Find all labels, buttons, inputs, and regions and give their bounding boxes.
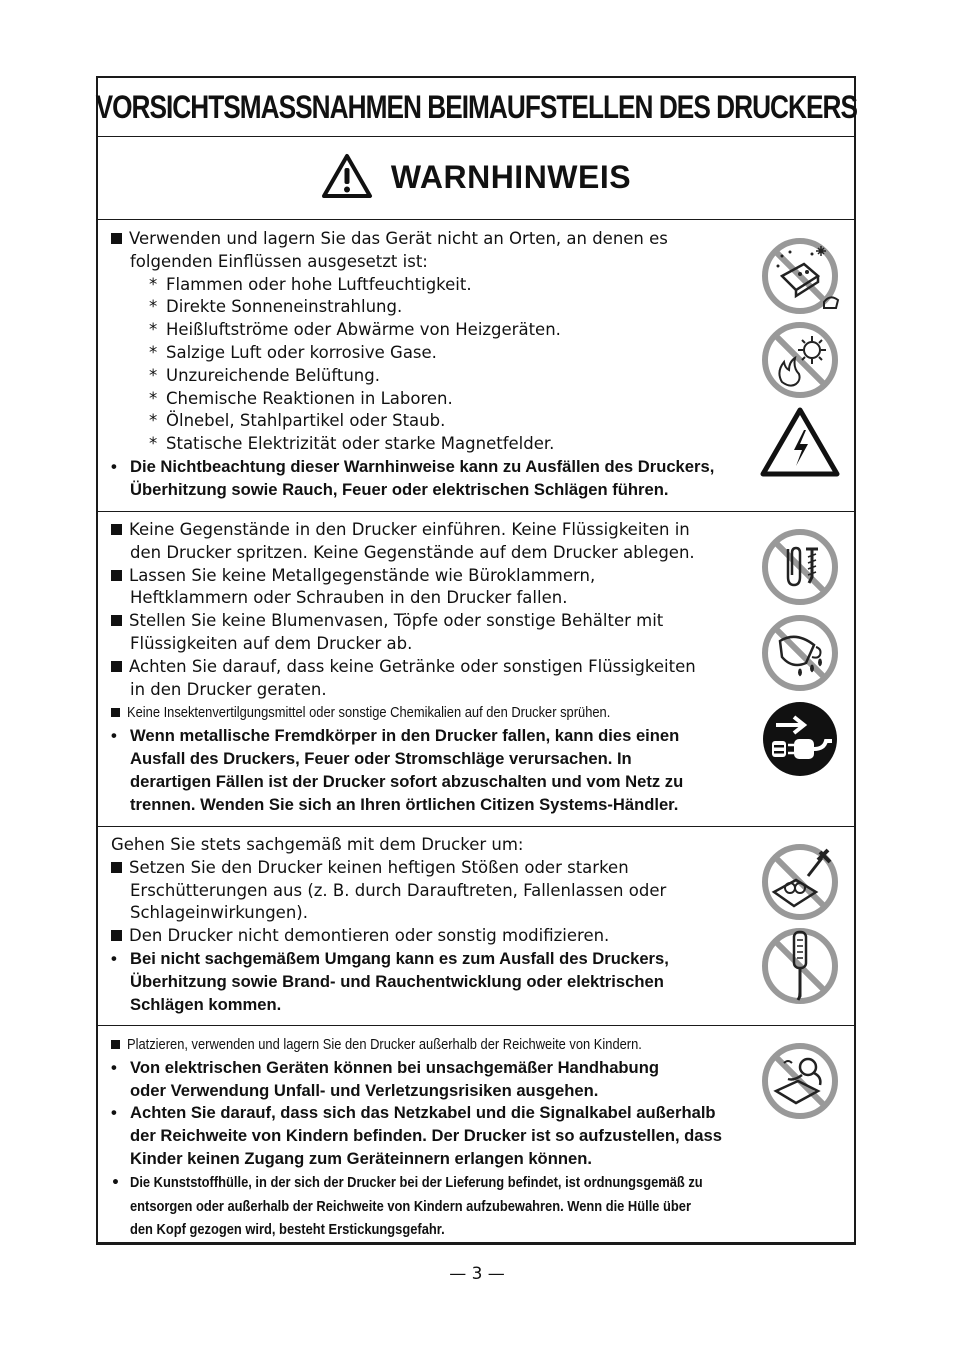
square-bullet-icon — [111, 862, 122, 873]
section-children — [98, 1025, 854, 1244]
text-line: Heftklammern oder Schrauben in den Drucker fallen. — [130, 588, 568, 608]
condition-text: Ölnebel, Stahlpartikel oder Staub. — [166, 411, 446, 431]
condition-item: * Direkte Sonneneinstrahlung. — [149, 297, 403, 317]
section-icons — [758, 527, 842, 779]
warning-text: entsorgen oder außerhalb der Reichweite von Kindern aufzubewahren. Wenn die Hülle über — [130, 1197, 692, 1215]
warning-text: Die Nichtbeachtung dieser Warnhinweise kann zu Ausfällen des Druckers, — [130, 456, 715, 476]
square-bullet-icon — [111, 1040, 120, 1049]
square-bullet-icon — [111, 708, 120, 717]
section-foreign-objects — [98, 511, 854, 827]
warning-text: Schlägen kommen. — [130, 994, 282, 1014]
warning-text: Kinder keinen Zugang zum Geräteinnern erlangen können. — [130, 1148, 592, 1168]
condition-text: Flammen oder hohe Luftfeuchtigkeit. — [166, 274, 472, 294]
section-handling — [98, 826, 854, 1026]
square-bullet-icon — [111, 570, 122, 581]
section-text: Gehen Sie stets sachgemäß mit dem Drucker um: Setzen Sie den Drucker keinen heftigen Stößen oder starken Erschütterungen aus (z. B. durch Darauftreten, Fallenlassen oder Schlageinwirkungen). Den Drucker nicht demontieren oder sonstig modifizieren. • Bei nicht sachgemäßem Umgang kann es zum Ausfall des Druckers, Überhitzung sowie Brand- und Rauchentwicklung oder elektrischen Schlägen kommen. — [111, 834, 741, 1016]
section-text: Keine Gegenstände in den Drucker einführen. Keine Flüssigkeiten in den Drucker spritzen. Keine Gegenstände auf dem Drucker ablegen. Lassen Sie keine Metallgegenstände wie Büroklammern, Heftklammern oder Schrauben in den Drucker fallen. Stellen Sie keine Blumenvasen, Töpfe oder sonstige Behälter mit Flüssigkeiten auf dem Drucker ab. Achten Sie darauf, dass keine Getränke oder sonstigen Flüssigkeiten in den Drucker geraten. Keine Insektenvertilgungsmittel oder sonstige Chemikalien auf den Drucker sprühen. • Wenn metallische Fremdkörper in den Drucker fallen, kann dies einen Ausfall des Druckers, Feuer oder Stromschläge verursachen. In derartigen Fällen ist der Drucker sofort abzuschalten und vom Netz zu trennen. Wenden Sie sich an Ihren örtlichen Citizen Systems-Händler. — [111, 519, 741, 816]
condition-item: * Chemische Reaktionen in Laboren. — [149, 388, 453, 408]
warning-text: oder Verwendung Unfall- und Verletzungsrisiken ausgehen. — [130, 1080, 599, 1100]
condition-text: Heißluftströme oder Abwärme von Heizgeräten. — [166, 320, 561, 340]
text-line: Platzieren, verwenden und lagern Sie den Drucker außerhalb der Reichweite von Kindern. — [127, 1036, 642, 1053]
text-line: folgenden Einflüssen ausgesetzt ist: — [130, 251, 428, 271]
warning-text: trennen. Wenden Sie sich an Ihren örtlichen Citizen Systems-Händler. — [130, 794, 679, 814]
warning-header — [98, 136, 854, 220]
page-number: — 3 — — [449, 1264, 505, 1284]
section-icons — [758, 236, 842, 478]
warning-text: den Kopf gezogen wird, besteht Erstickungsgefahr. — [130, 1221, 445, 1239]
text-line: Schlageinwirkungen). — [130, 903, 308, 923]
text-line: Stellen Sie keine Blumenvasen, Töpfe oder sonstige Behälter mit — [129, 611, 664, 631]
condition-text: Statische Elektrizität oder starke Magnetfelder. — [166, 434, 555, 454]
square-bullet-icon — [111, 930, 122, 941]
text-line: Keine Gegenstände in den Drucker einführen. Keine Flüssigkeiten in — [129, 520, 690, 539]
condition-item: * Flammen oder hohe Luftfeuchtigkeit. — [149, 274, 472, 294]
text-line: Lassen Sie keine Metallgegenstände wie Büroklammern, — [129, 565, 596, 585]
warning-text: derartigen Fällen ist der Drucker sofort abzuschalten und vom Netz zu — [130, 771, 684, 791]
page-title: VORSICHTSMASSNAHMEN BEIMAUFSTELLEN DES DRUCKERS — [95, 88, 857, 125]
no-paperclip-screw-icon — [760, 527, 840, 607]
section-text: Platzieren, verwenden und lagern Sie den Drucker außerhalb der Reichweite von Kindern. • Von elektrischen Geräten können bei unsachgemäßer Handhabung oder Verwendung Unfall- und Verletzungsrisiken ausgehen. • Achten Sie darauf, dass sich das Netzkabel und die Signalkabel außerhalb der Reichweite von Kindern befinden. Der Drucker ist so aufzustellen, dass Kinder keinen Zugang zum Geräteinnern erlangen können. • Die Kunststoffhülle, in der sich der Drucker bei der Lieferung befindet, ist ordnungsgemäß zu entsorgen oder außerhalb der Reichweite von Kindern aufzubewahren. Wenn die Hülle über den Kopf gezogen wird, besteht Erstickungsgefahr. — [111, 1033, 741, 1242]
text-line: Flüssigkeiten auf dem Drucker ab. — [130, 633, 413, 653]
text-line: Keine Insektenvertilgungsmittel oder sonstige Chemikalien auf den Drucker sprühen. — [127, 704, 611, 722]
condition-item: * Unzureichende Belüftung. — [149, 365, 380, 385]
electric-shock-warning-icon — [760, 406, 840, 478]
text-line: Verwenden und lagern Sie das Gerät nicht an Orten, an denen es — [129, 229, 668, 248]
no-disassembly-icon — [760, 926, 840, 1006]
section-icons — [758, 842, 842, 1006]
condition-text: Salzige Luft oder korrosive Gase. — [166, 342, 437, 362]
no-liquid-spill-icon — [760, 613, 840, 693]
condition-text: Chemische Reaktionen in Laboren. — [166, 388, 453, 408]
warning-text: Achten Sie darauf, dass sich das Netzkabel und die Signalkabel außerhalb — [130, 1103, 716, 1123]
warning-frame — [96, 76, 856, 1244]
unplug-icon — [760, 699, 840, 779]
no-heat-sun-icon — [760, 320, 840, 400]
text-line: Erschütterungen aus (z. B. durch Darauftreten, Fallenlassen oder — [130, 880, 667, 900]
warning-text: der Reichweite von Kindern befinden. Der Drucker ist so aufzustellen, dass — [130, 1126, 722, 1146]
text-line: Setzen Sie den Drucker keinen heftigen Stößen oder starken — [129, 857, 629, 877]
text-line: Gehen Sie stets sachgemäß mit dem Drucker um: — [111, 835, 524, 854]
square-bullet-icon — [111, 615, 122, 626]
warning-triangle-icon — [321, 153, 373, 203]
text-line: den Drucker spritzen. Keine Gegenstände auf dem Drucker ablegen. — [130, 542, 695, 562]
warning-text: Überhitzung sowie Brand- und Rauchentwicklung oder elektrischen — [130, 971, 664, 991]
condition-item: * Statische Elektrizität oder starke Magnetfelder. — [149, 434, 555, 454]
no-impact-icon — [760, 842, 840, 922]
warning-text: Bei nicht sachgemäßem Umgang kann es zum Ausfall des Druckers, — [130, 948, 669, 968]
keep-away-children-icon — [760, 1041, 840, 1121]
section-icons — [758, 1041, 842, 1121]
square-bullet-icon — [111, 661, 122, 672]
text-line: Achten Sie darauf, dass keine Getränke oder sonstigen Flüssigkeiten — [129, 656, 696, 676]
section-environment — [98, 220, 854, 512]
no-humidity-dust-icon — [760, 236, 840, 316]
warning-text: Von elektrischen Geräten können bei unsachgemäßer Handhabung — [130, 1057, 659, 1077]
warning-heading: WARNHINWEIS — [390, 159, 632, 195]
text-line: Den Drucker nicht demontieren oder sonstig modifizieren. — [129, 926, 610, 946]
warning-text: Wenn metallische Fremdkörper in den Drucker fallen, kann dies einen — [130, 726, 680, 746]
warning-text: Überhitzung sowie Rauch, Feuer oder elektrischen Schlägen führen. — [130, 479, 669, 499]
section-text: Verwenden und lagern Sie das Gerät nicht an Orten, an denen es folgenden Einflüssen ausgesetzt ist: * Flammen oder hohe Luftfeuchtigkeit. * Direkte Sonneneinstrahlung. * Heißluftströme oder Abwärme von Heizgeräten. * Salzige Luft oder korrosive Gase. * Unzureichende Belüftung. * Chemische Reaktionen in Laboren. * Ölnebel, Stahlpartikel oder Staub. * Statische Elektrizität oder starke Magnetfelder. • Die Nichtbeachtung dieser Warnhinweise kann zu Ausfällen des Druckers, Überhitzung sowie Rauch, Feuer oder elektrischen Schlägen führen. — [111, 228, 741, 502]
condition-text: Unzureichende Belüftung. — [166, 365, 380, 385]
condition-text: Direkte Sonneneinstrahlung. — [166, 297, 403, 317]
warning-text: Ausfall des Druckers, Feuer oder Stromschläge verursachen. In — [130, 748, 632, 768]
text-line: in den Drucker geraten. — [130, 679, 327, 699]
warning-text: Die Kunststoffhülle, in der sich der Drucker bei der Lieferung befindet, ist ordnungsgemäß zu — [130, 1173, 703, 1191]
square-bullet-icon — [111, 524, 122, 535]
condition-item: * Salzige Luft oder korrosive Gase. — [149, 342, 437, 362]
condition-item: * Heißluftströme oder Abwärme von Heizgeräten. — [149, 320, 561, 340]
square-bullet-icon — [111, 233, 122, 244]
title-row — [95, 78, 857, 137]
condition-item: * Ölnebel, Stahlpartikel oder Staub. — [149, 411, 446, 431]
